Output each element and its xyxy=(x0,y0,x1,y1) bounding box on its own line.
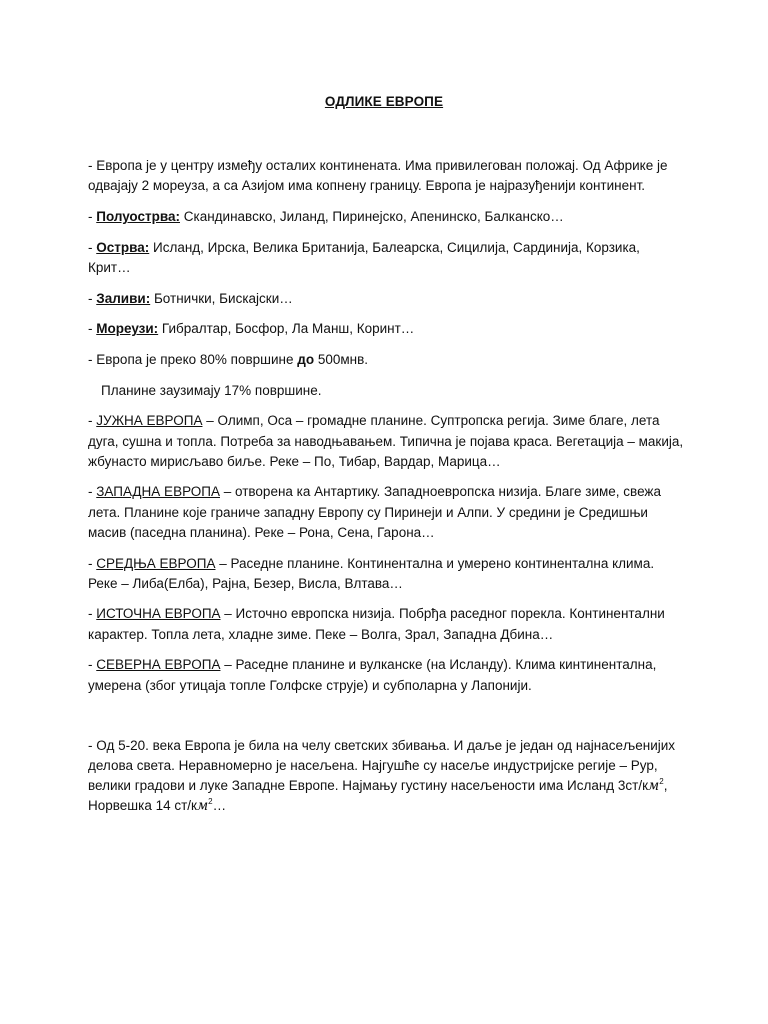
paragraph-mountains-share: Планине заузимају 17% површине. xyxy=(101,382,322,398)
paragraph-peninsulas: - Полуострва: Скандинавско, Јиланд, Пиринејско, Апенинско, Балканско… xyxy=(88,208,564,224)
paragraph-population: - Од 5-20. века Европа је била на челу светских збивања. И даље је један од најнасељенијих делова света. Неравномерно је насељена. Најгушће су насеље индустријске регије – Рур, велики градови и луке Западне Европе. Најмању густину насељености има Исланд $3ст/км^2$, Норвешка 14 $ст/км^2\dots$ xyxy=(88,737,676,815)
unit-m-1: м xyxy=(648,778,660,795)
region-north-europe: СЕВЕРНА ЕВРОПА xyxy=(96,657,221,673)
term-islands: Острва: xyxy=(96,239,150,255)
paragraph-north-europe: - СЕВЕРНА ЕВРОПА – Раседне планине и вулканске (на Исланду). Клима кинтинентална, умерена (због утицаја топле Голфске струје) и субполарна у Лапонији. xyxy=(88,657,657,693)
term-straits: Мореузи: xyxy=(96,321,159,337)
region-central-europe: СРЕДЊА ЕВРОПА xyxy=(96,555,216,571)
paragraph-lowland: - Европа је преко 80% површине до 500мнв. xyxy=(88,351,369,367)
paragraph-south-europe: - ЈУЖНА ЕВРОПА – Олимп, Оса – громадне планине. Суптропска регија. Зиме благе, лета дуга, сушна и топла. Потреба за наводњавањем. Типична је појава краса. Вегетација – макија, жбунасто мирисљаво биље. Реке – По, Тибар, Вардар, Марица… xyxy=(88,413,684,469)
exponent-1: 2 xyxy=(659,777,664,787)
paragraph-intro: - Европа је у центру између осталих континената. Има привилегован положај. Од Африке је одвајају 2 мореуза, а са Азијом има копнену границу. Европа је најразуђенији континент. xyxy=(88,158,668,194)
document-body xyxy=(88,156,684,827)
term-peninsulas: Полуострва: xyxy=(96,208,180,224)
unit-m-2: м xyxy=(196,798,209,815)
paragraph-straits: - Мореузи: Гибралтар, Босфор, Ла Манш, Коринт… xyxy=(88,321,415,337)
paragraph-east-europe: - ИСТОЧНА ЕВРОПА – Источно европска низија. Побрђа раседног порекла. Континентални карактер. Топла лета, хладне зиме. Пеке – Волга, Зрал, Западна Дбина… xyxy=(88,606,665,642)
term-bays: Заливи: xyxy=(96,290,151,306)
lowland-emphasis: до xyxy=(297,351,315,367)
region-south-europe: ЈУЖНА ЕВРОПА xyxy=(96,413,203,429)
exponent-2: 2 xyxy=(208,797,213,807)
region-east-europe: ИСТОЧНА ЕВРОПА xyxy=(96,606,221,622)
paragraph-islands: - Острва: Исланд, Ирска, Велика Британија, Балеарска, Сицилија, Сардинија, Корзика, Крит… xyxy=(88,239,640,275)
paragraph-central-europe: - СРЕДЊА ЕВРОПА – Раседне планине. Континентална и умерено континентална клима. Реке – Либа(Елба), Рајна, Безер, Висла, Влтава… xyxy=(88,555,655,591)
document-title: ОДЛИКЕ ЕВРОПЕ xyxy=(324,94,444,109)
paragraph-west-europe: - ЗАПАДНА ЕВРОПА – отворена ка Антартику. Западноевропска низија. Благе зиме, свежа лета. Планине које граниче западну Европу су Пиринеји и Алпи. У средини је Средишњи масив (паседна планина). Реке – Рона, Сена, Гарона… xyxy=(88,484,661,540)
region-west-europe: ЗАПАДНА ЕВРОПА xyxy=(96,484,220,500)
paragraph-bays: - Заливи: Ботнички, Бискајски… xyxy=(88,290,293,306)
